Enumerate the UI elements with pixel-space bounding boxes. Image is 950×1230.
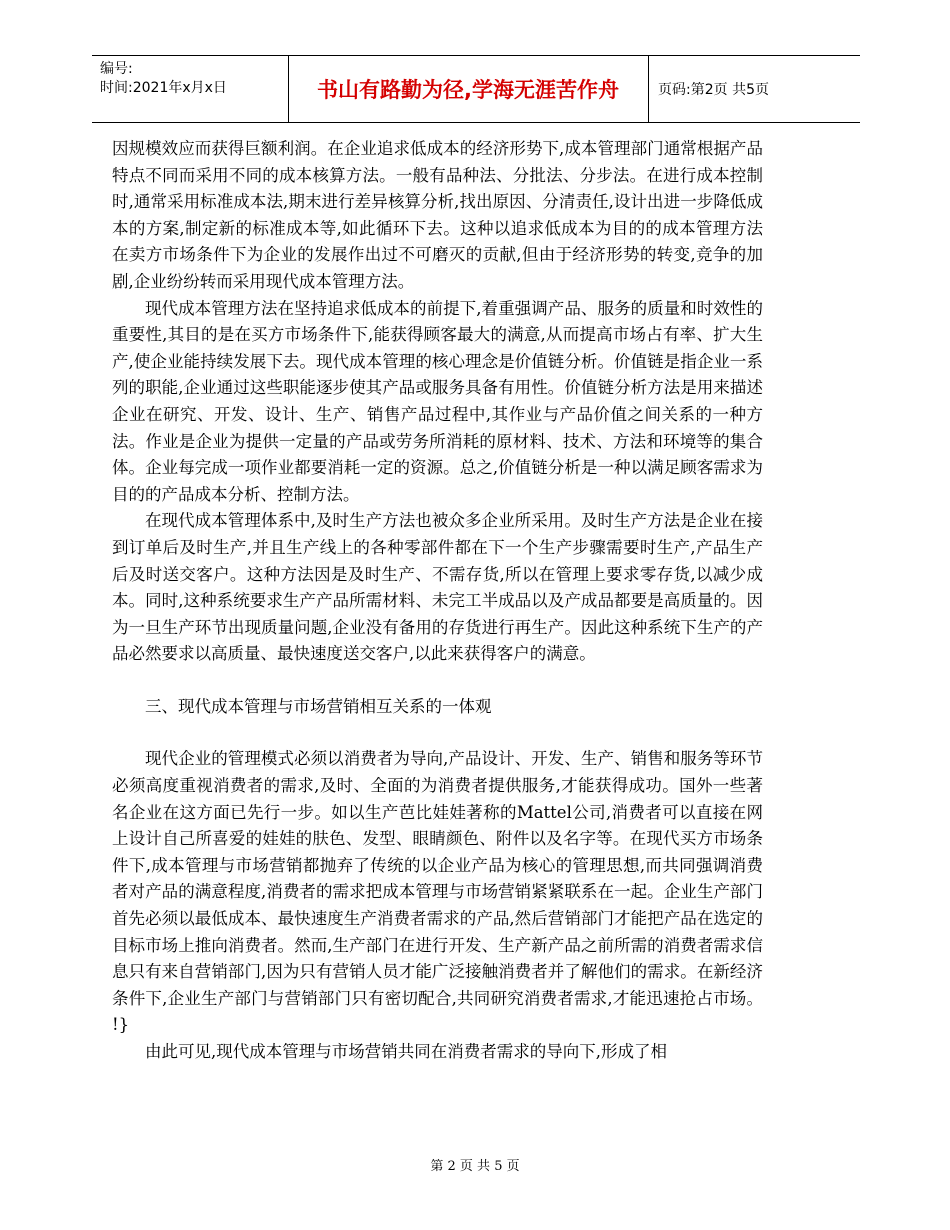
paragraph-1: 因规模效应而获得巨额利润。在企业追求低成本的经济形势下,成本管理部门通常根据产品特点不同而采用不同的成本核算方法。一般有品种法、分批法、分步法。在进行成本控制时,通常采用标准成本法,期末进行差异核算分析,找出原因、分清责任,设计出进一步降低成本的方案,制定新的标准成本等,如此循环下去。这种以追求低成本为目的的成本管理方法在卖方市场条件下为企业的发展作出过不可磨灭的贡献,但由于经济形势的转变,竞争的加剧,企业纷纷转而采用现代成本管理方法。 (112, 139, 763, 291)
paragraph-5: 由此可见,现代成本管理与市场营销共同在消费者需求的导向下,形成了相 (145, 1042, 667, 1061)
document-time-label: 时间:2021年x月x日 (100, 80, 227, 96)
header-divider (648, 56, 649, 122)
header-page-info: 页码:第2页 共5页 (658, 82, 769, 98)
page-header (92, 55, 860, 123)
paragraph-2: 现代成本管理方法在坚持追求低成本的前提下,着重强调产品、服务的质量和时效性的重要性,其目的是在买方市场条件下,能获得顾客最大的满意,从而提高市场占有率、扩大生产,使企业能持续发展下去。现代成本管理的核心理念是价值链分析。价值链是指企业一系列的职能,企业通过这些职能逐步使其产品或服务具备有用性。价值链分析方法是用来描述企业在研究、开发、设计、生产、销售产品过程中,其作业与产品价值之间关系的一种方法。作业是企业为提供一定量的产品或劳务所消耗的原材料、技术、方法和环境等的集合体。企业每完成一项作业都要消耗一定的资源。总之,价值链分析是一种以满足顾客需求为目的的产品成本分析、控制方法。 (112, 298, 763, 504)
header-motto: 书山有路勤为径,学海无涯苦作舟 (317, 78, 619, 102)
paragraph-3: 在现代成本管理体系中,及时生产方法也被众多企业所采用。及时生产方法是企业在接到订单后及时生产,并且生产线上的各种零部件都在下一个生产步骤需要时生产,产品生产后及时送交客户。这种方法因是及时生产、不需存货,所以在管理上要求零存货,以减少成本。同时,这种系统要求生产产品所需材料、未完工半成品以及产成品都要是高质量的。因为一旦生产环节出现质量问题,企业没有备用的存货进行再生产。因此这种系统下生产的产品必然要求以高质量、最快速度送交客户,以此来获得客户的满意。 (112, 511, 763, 664)
document-body (112, 136, 763, 1066)
header-meta (100, 60, 290, 98)
document-number-label: 编号: (100, 61, 133, 77)
paragraph-4: 现代企业的管理模式必须以消费者为导向,产品设计、开发、生产、销售和服务等环节必须高度重视消费者的需求,及时、全面的为消费者提供服务,才能获得成功。国外一些著名企业在这方面已先行一步。如以生产芭比娃娃著称的Mattel公司,消费者可以直接在网上设计自己所喜爱的娃娃的肤色、发型、眼睛颜色、附件以及名字等。在现代买方市场条件下,成本管理与市场营销都抛弃了传统的以企业产品为核心的管理思想,而共同强调消费者对产品的满意程度,消费者的需求把成本管理与市场营销紧紧联系在一起。企业生产部门首先必须以最低成本、最快速度生产消费者需求的产品,然后营销部门才能把产品在选定的目标市场上推向消费者。然而,生产部门在进行开发、生产新产品之前所需的消费者需求信息只有来自营销部门,因为只有营销人员才能广泛接触消费者并了解他们的需求。在新经济条件下,企业生产部门与营销部门只有密切配合,共同研究消费者需求,才能迅速抢占市场。 !} (112, 749, 763, 1035)
section-heading: 三、现代成本管理与市场营销相互关系的一体观 (145, 696, 492, 716)
page-footer: 第 2 页 共 5 页 (430, 1159, 520, 1174)
